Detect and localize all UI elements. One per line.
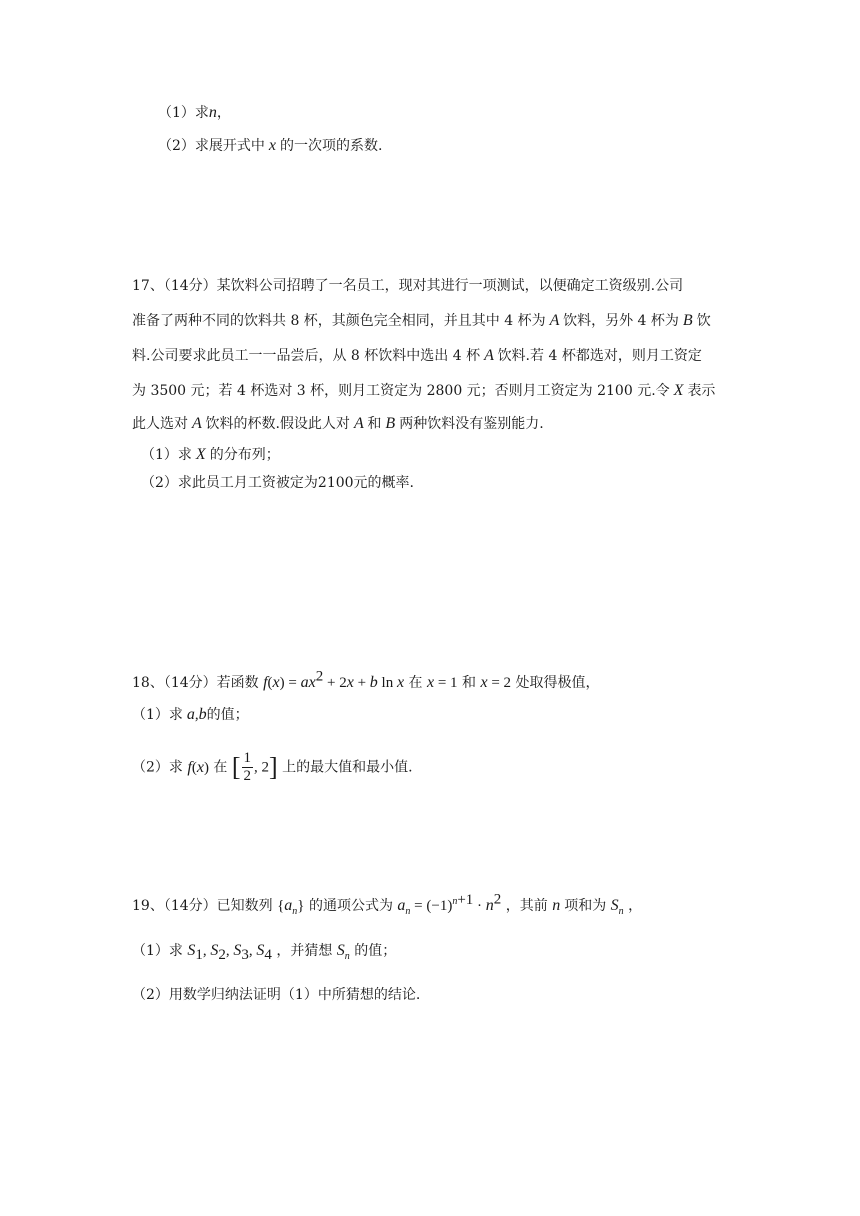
math-Sn: $S_n$ [336,942,350,963]
math-x-eq-1: x = 1 [426,674,458,691]
q18-part1: （1）求 a,b的值； [132,706,249,723]
q19-part2: （2）用数学归纳法证明（1）中所猜想的结论. [132,987,421,1003]
q17-line4: 为 3500 元；若 4 杯选对 3 杯，则月工资定为 2800 元；否则月工资定为 2100 元.令 X 表示 [132,382,716,399]
q17-line5: 此人选对 A 饮料的杯数.假设此人对 A 和 B 两种饮料没有鉴别能力. [132,415,544,432]
math-n: n [208,104,217,121]
math-x: x [264,137,281,154]
q18-part2: （2）求 f(x) 在 [ $\frac{1}{2}$ , 2] 上的最大值和最小值. [132,750,413,784]
math-fx-definition: $f(x) = ax^2 + 2x + b$ ln x [263,668,405,691]
math-fx: f(x) [187,758,209,776]
math-fraction-half: $\frac{1}{2}$ [243,750,252,784]
q17-part1: （1）求 X 的分布列； [141,446,280,463]
q17-part2: （2）求此员工月工资被定为2100元的概率. [141,475,414,491]
math-S1-S4: $S_1$, $S_2$, $S_3$, $S_4$ [187,942,272,964]
math-interval: [ [231,752,241,782]
math-x-eq-2: x = 2 [480,674,512,691]
q18-header: 18、（14分）若函数 $f(x) = ax^2 + 2x + b$ ln x 在 x = 1 和 x = 2 处取得极值， [132,668,600,691]
q17-line3: 料.公司要求此员工一一品尝后，从 8 杯饮料中选出 4 杯 A 饮料.若 4 杯都选对，则月工资定 [132,347,702,364]
q17-header: 17、（14分）某饮料公司招聘了一名员工，现对其进行一项测试，以便确定工资级别.公司 [132,278,684,294]
q16-part2: （2）求展开式中 x 的一次项的系数. [158,137,383,154]
q17-line2: 准备了两种不同的饮料共 8 杯，其颜色完全相同，并且其中 4 杯为 A 饮料，另外 4 杯为 B 饮 [132,312,711,329]
math-n: n [552,897,565,914]
math-sequence-an: $\{a_n\}$ [277,897,305,918]
math-an-formula: $a_n = (-1)^{n+1} \cdot n^2$ [397,891,502,918]
math-Sn: $S_n$ [610,897,624,918]
q19-part1: （1）求 $S_1$, $S_2$, $S_3$, $S_4$ ，并猜想 $S_n$ 的值； [132,942,397,964]
q16-part1: （1）求n， [158,104,231,121]
math-a-b: a,b [182,706,207,723]
q19-header: 19、（14分）已知数列 $\{a_n\}$ 的通项公式为 $a_n = (-1)^{n+1} \cdot n^2$ ，其前 n 项和为 $S_n$ ， [132,891,643,918]
